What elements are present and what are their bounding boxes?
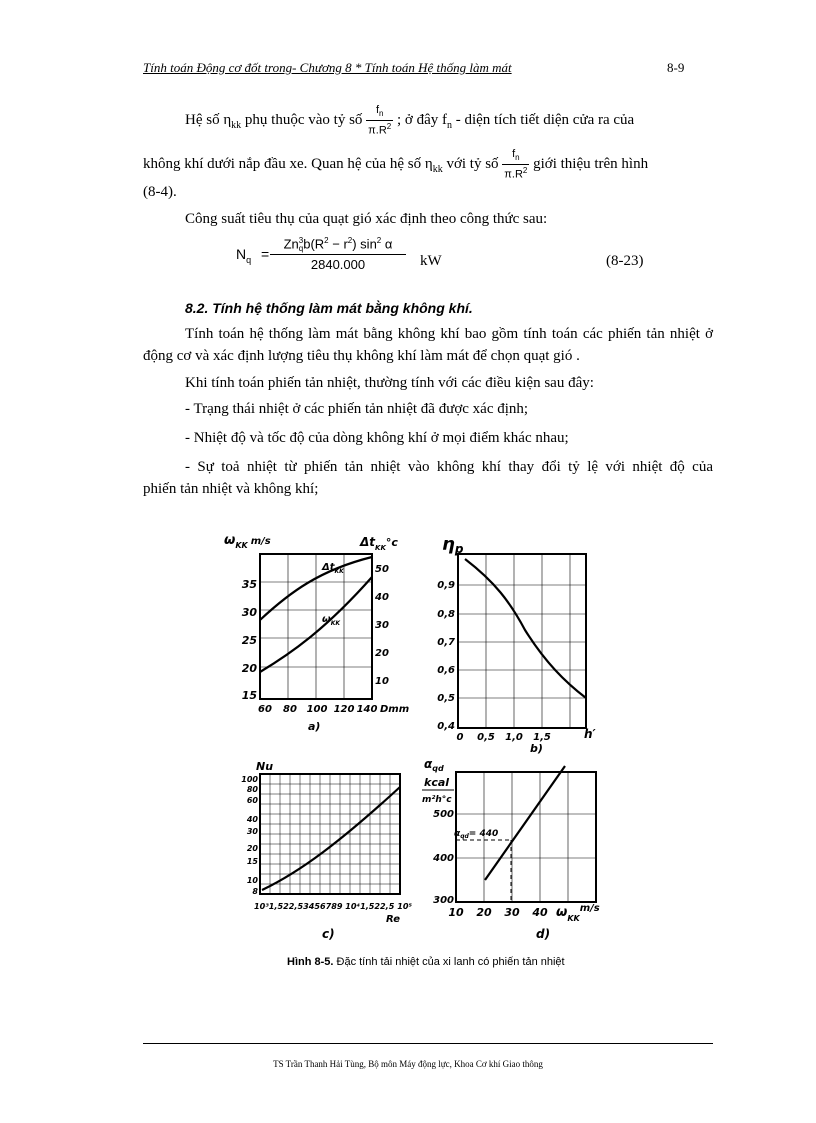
c-xlabel: Re (386, 914, 400, 925)
superscript: 2 (386, 122, 392, 132)
c-curve (262, 787, 400, 890)
panel-c (241, 760, 412, 941)
b-frame (458, 554, 586, 728)
b-tick: 0,8 (437, 609, 455, 620)
text: ) sin (352, 236, 377, 252)
page-number: 8-9 (667, 60, 685, 75)
footer-text: TS Trần Thanh Hải Tùng, Bộ môn Máy động lực, Khoa Cơ khí Giao thông (273, 1059, 543, 1069)
fraction (502, 148, 529, 181)
equation-number: (8-23) (606, 253, 644, 269)
a-tick: 140 (356, 704, 378, 715)
b-grid (458, 554, 586, 728)
c-tick: 15 (246, 857, 258, 866)
para4: Khi tính toán phiến tản nhiệt, thường tính với các điều kiện sau đây: (185, 375, 594, 391)
b-tick: 1,5 (533, 732, 551, 743)
para1-line1 (185, 104, 713, 137)
text: ; ở đây f (393, 111, 447, 128)
d-x-ticks (448, 906, 548, 919)
superscript: 2 (522, 166, 528, 176)
b-xunit: h′ (584, 727, 596, 741)
a-tick: 50 (375, 564, 389, 575)
subscript: q (298, 243, 304, 253)
b-tick: 0 (456, 732, 464, 743)
a-right-ticks (374, 564, 389, 687)
b-panel-label: b) (530, 742, 543, 755)
para1-line3: (8-4). (143, 184, 177, 200)
d-xunit: $\omega_{KK}^{m/s}$ (556, 903, 600, 923)
text: không khí dưới nắp đầu xe. Quan hệ của hệ số η (143, 155, 433, 172)
subscript: n (446, 119, 452, 131)
d-tick: 400 (433, 853, 454, 864)
section-title: 8.2. Tính hệ thống làm mát bằng không khí. (185, 300, 473, 316)
d-tick: 40 (532, 906, 548, 919)
bullet-item-cont: phiến tản nhiệt và không khí; (143, 481, 319, 497)
text: N (236, 246, 247, 262)
text: Zn (283, 236, 299, 252)
d-curve (485, 766, 565, 880)
c-y-ticks (241, 775, 258, 896)
text: với tỷ số (442, 155, 503, 172)
c-panel-label: c) (322, 927, 335, 941)
a-tick: 80 (283, 704, 297, 715)
a-grid (260, 554, 372, 699)
d-tick: 20 (476, 906, 492, 919)
text: α (381, 236, 393, 252)
a-tick: 10 (375, 676, 389, 687)
frac-den: π.R (504, 168, 523, 181)
a-tick: 30 (241, 606, 257, 619)
b-tick: 0,4 (437, 721, 455, 732)
a-tick: 100 (306, 704, 328, 715)
c-grid (260, 774, 400, 894)
superscript: 2 (347, 236, 353, 245)
c-tick: 60 (246, 796, 258, 805)
formula-unit: kW (420, 253, 442, 269)
a-tick: 30 (375, 620, 389, 631)
c-tick: 30 (246, 827, 258, 836)
b-tick: 0,5 (437, 693, 455, 704)
a-tick: 20 (375, 648, 389, 659)
subscript: n (515, 153, 520, 163)
panel-b (437, 534, 596, 755)
d-annotation: $\alpha_{qd}= 440$ (454, 829, 499, 840)
a-tick: 120 (333, 704, 355, 715)
bullet-item: - Sự toả nhiệt từ phiến tản nhiệt vào không khí thay đổi tỷ lệ với nhiệt độ của (185, 459, 713, 475)
b-tick: 0,9 (437, 580, 455, 591)
a-tick: 15 (241, 689, 257, 702)
c-x-ticks: 10³1,522,53456789 10⁴1,522,5 10⁵ (254, 902, 413, 911)
a-tick: 60 (258, 704, 272, 715)
caption-label: Hình 8-5. (287, 956, 334, 968)
formula-fraction (270, 236, 406, 272)
subscript: n (379, 109, 384, 119)
d-tick: 10 (448, 906, 464, 919)
b-tick: 0,5 (477, 732, 495, 743)
a-tick: 40 (375, 592, 389, 603)
a-left-ticks (242, 578, 258, 702)
superscript: 2 (376, 236, 382, 245)
bullet-item: - Nhiệt độ và tốc độ của dòng không khí ở mọi điểm khác nhau; (185, 430, 569, 446)
text: − r (328, 236, 348, 252)
para3: Tính toán hệ thống làm mát bằng không khí bao gồm tính toán các phiến tản nhiệt ở động cơ và xác định lượng tiêu thụ không khí làm mát để chọn quạt gió . (143, 326, 713, 364)
frac-num: f (375, 104, 379, 116)
a-ylabel-left: $\omega_{KK}$ $^{m/s}$ (224, 533, 271, 550)
running-header: Tính toán Động cơ đốt trong- Chương 8 * Tính toán Hệ thống làm mát (143, 60, 512, 75)
d-tick: 500 (433, 809, 454, 820)
c-tick: 20 (246, 844, 258, 853)
d-unit-top: kcal (424, 776, 450, 789)
formula-numerator (270, 236, 406, 255)
text: Hệ số η (185, 111, 232, 128)
formula-denominator: 2840.000 (310, 256, 366, 272)
a-xunit: Dmm (380, 704, 410, 715)
frac-den: π.R (368, 124, 387, 137)
d-unit-bottom: m²h°c (422, 795, 452, 805)
d-y-ticks (432, 809, 454, 906)
b-y-ticks (437, 580, 455, 732)
c-ylabel: Nu (256, 760, 274, 773)
d-tick: 300 (433, 895, 454, 906)
d-panel-label: d) (536, 927, 551, 941)
frac-num: f (512, 148, 516, 160)
b-curve (465, 559, 586, 698)
a-curve1-label: $\Delta t_{KK}$ (322, 562, 344, 575)
subscript: kk (432, 163, 443, 175)
a-curve2-label: $\omega_{KK}$ (322, 614, 341, 627)
c-tick: 80 (246, 785, 258, 794)
d-tick: 30 (504, 906, 520, 919)
para1-line2 (143, 148, 713, 181)
footer-rule (143, 1043, 713, 1044)
b-tick: 1,0 (505, 732, 523, 743)
a-x-ticks (258, 704, 377, 715)
formula-lhs (236, 246, 269, 265)
b-tick: 0,6 (437, 665, 455, 676)
para2: Công suất tiêu thụ của quạt gió xác định theo công thức sau: (185, 211, 548, 227)
subscript: kk (231, 119, 242, 131)
c-tick: 8 (252, 887, 258, 896)
caption-text: Đặc tính tải nhiệt của xi lanh có phiến tản nhiệt (333, 956, 565, 968)
subscript: q (246, 254, 252, 265)
bullet-item: - Trạng thái nhiệt ở các phiến tản nhiệt đã được xác định; (185, 401, 529, 417)
a-tick: 20 (241, 662, 257, 675)
panel-d (422, 757, 600, 941)
text: giới thiệu trên hình (529, 155, 649, 172)
b-tick: 0,7 (437, 637, 455, 648)
text: phụ thuộc vào tỷ số (241, 111, 367, 128)
superscript: 3 (298, 235, 304, 245)
equals: = (261, 246, 270, 262)
text: b(R (303, 236, 325, 252)
c-tick: 10 (246, 876, 258, 885)
fraction (366, 104, 393, 137)
c-tick: 100 (241, 775, 258, 784)
a-tick: 35 (241, 578, 257, 591)
c-tick: 40 (246, 815, 258, 824)
d-ylabel: $\alpha_{qd}$ (424, 757, 444, 773)
panel-a (224, 533, 409, 733)
superscript: 2 (324, 236, 329, 245)
b-ylabel: ηp (442, 534, 464, 556)
a-ylabel-right: $\Delta t_{KK}^\circ c$ (360, 535, 398, 552)
text: - diện tích tiết diện cửa ra của (451, 111, 635, 128)
a-panel-label: a) (308, 720, 321, 733)
figure-caption (287, 956, 565, 968)
a-tick: 25 (241, 634, 257, 647)
figure-8-5 (210, 522, 630, 947)
